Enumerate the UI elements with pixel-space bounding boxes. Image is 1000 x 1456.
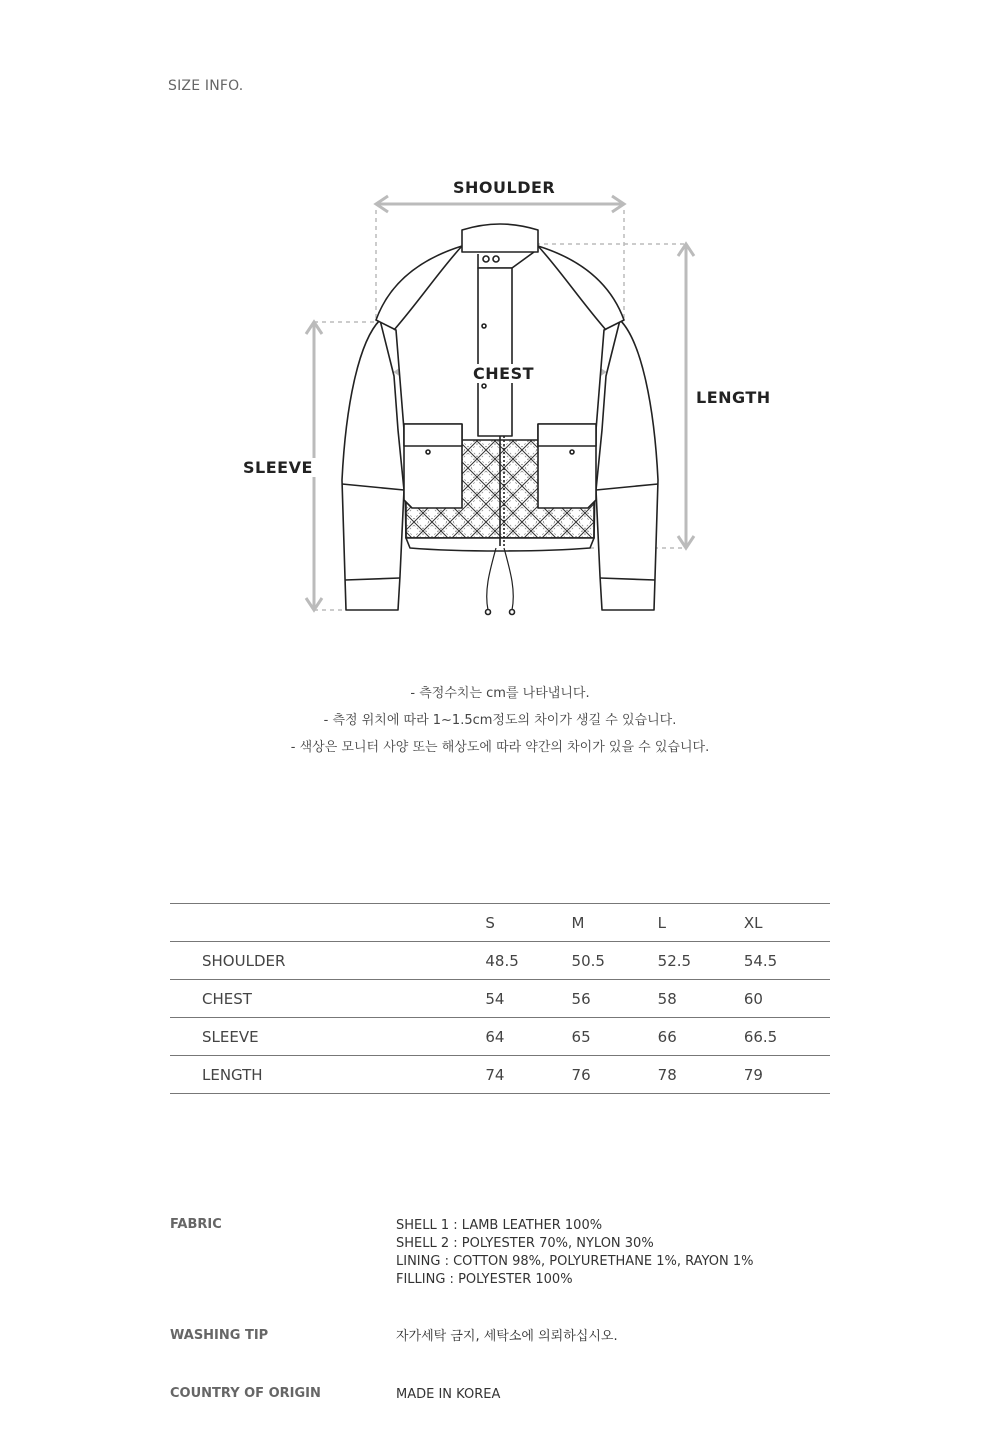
cell-value: 76: [572, 1056, 658, 1094]
size-xl: XL: [744, 904, 830, 942]
size-l: L: [658, 904, 744, 942]
size-table: [170, 903, 830, 1094]
row-label: CHEST: [170, 980, 485, 1018]
sleeve-label: SLEEVE: [239, 458, 317, 477]
size-m: M: [572, 904, 658, 942]
origin-label: COUNTRY OF ORIGIN: [170, 1386, 321, 1401]
origin-value: MADE IN KOREA: [396, 1387, 501, 1402]
cell-value: 52.5: [658, 942, 744, 980]
note-line: - 색상은 모니터 사양 또는 해상도에 따라 약간의 차이가 있을 수 있습니다.: [290, 740, 710, 755]
fabric-line: LINING : COTTON 98%, POLYURETHANE 1%, RAYON 1%: [396, 1254, 754, 1269]
row-label: SLEEVE: [170, 1018, 485, 1056]
cell-value: 78: [658, 1056, 744, 1094]
cell-value: 48.5: [485, 942, 571, 980]
table-row: [170, 1018, 830, 1056]
cell-value: 65: [572, 1018, 658, 1056]
cell-value: 79: [744, 1056, 830, 1094]
jacket-diagram: [0, 0, 1000, 660]
fabric-line: SHELL 2 : POLYESTER 70%, NYLON 30%: [396, 1236, 654, 1251]
cell-value: 54.5: [744, 942, 830, 980]
cell-value: 74: [485, 1056, 571, 1094]
fabric-value: [396, 1217, 896, 1289]
fabric-label: FABRIC: [170, 1217, 222, 1232]
fabric-line: SHELL 1 : LAMB LEATHER 100%: [396, 1218, 603, 1233]
cell-value: 64: [485, 1018, 571, 1056]
jacket-outline: [342, 224, 658, 615]
washing-value: 자가세탁 금지, 세탁소에 의뢰하십시오.: [396, 1329, 618, 1344]
cell-value: 60: [744, 980, 830, 1018]
size-s: S: [485, 904, 571, 942]
cell-value: 56: [572, 980, 658, 1018]
washing-label: WASHING TIP: [170, 1328, 269, 1343]
cell-value: 66: [658, 1018, 744, 1056]
row-label: LENGTH: [170, 1056, 485, 1094]
note-line: - 측정수치는 cm를 나타냅니다.: [410, 686, 590, 701]
size-header-row: [170, 904, 830, 942]
section-title: SIZE INFO.: [168, 78, 244, 94]
cell-value: 50.5: [572, 942, 658, 980]
cell-value: 66.5: [744, 1018, 830, 1056]
chest-label: CHEST: [469, 364, 538, 383]
cell-value: 54: [485, 980, 571, 1018]
table-row: [170, 980, 830, 1018]
note-line: - 측정 위치에 따라 1~1.5cm정도의 차이가 생길 수 있습니다.: [323, 713, 677, 728]
shoulder-label: SHOULDER: [449, 178, 559, 197]
header-blank: [170, 904, 485, 942]
table-row: [170, 1056, 830, 1094]
row-label: SHOULDER: [170, 942, 485, 980]
measurement-notes: [0, 680, 1000, 761]
table-row: [170, 942, 830, 980]
cell-value: 58: [658, 980, 744, 1018]
fabric-line: FILLING : POLYESTER 100%: [396, 1272, 573, 1287]
length-label: LENGTH: [692, 388, 775, 407]
